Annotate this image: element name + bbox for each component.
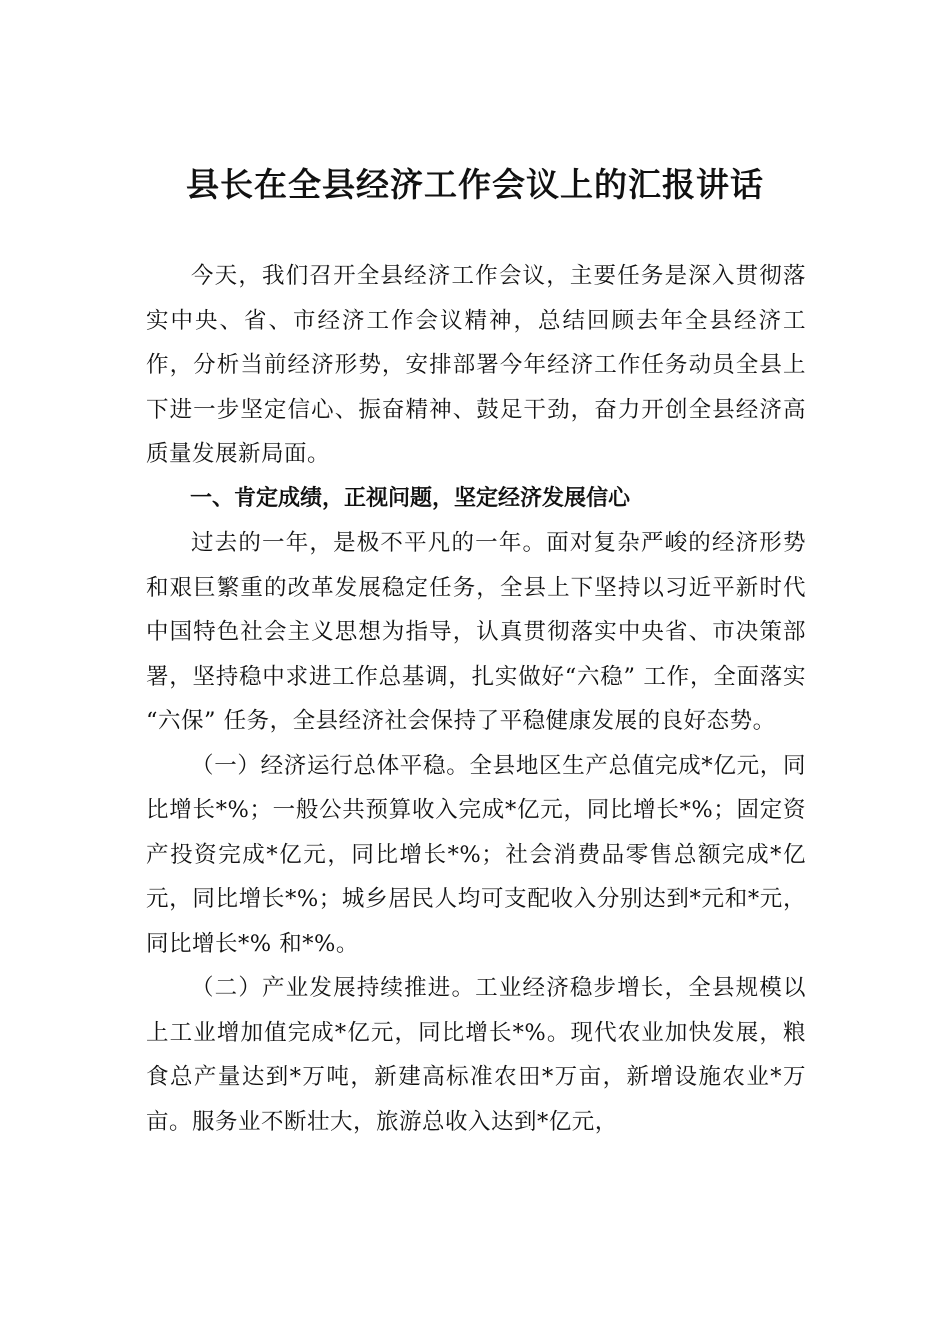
item-2-paragraph — [146, 966, 806, 1144]
item-2-label: （二）产业发展持续推进。 — [191, 975, 476, 1001]
item-1-label: （一）经济运行总体平稳。 — [191, 752, 470, 779]
section-1-paragraph: 过去的一年，是极不平凡的一年。面对复杂严峻的经济形势和艰巨繁重的改革发展稳定任务，全县上下坚持以习近平新时代中国特色社会主义思想为指导，认真贯彻落实中央省、市决策部署，坚持稳中求进工作总基调，扎实做好“六稳” 工作，全面落实 “六保” 任务，全县经济社会保持了平稳健康发展的良好态势。 — [146, 530, 806, 734]
document-body — [146, 254, 806, 1144]
item-1-text: 全县地区生产总值完成*亿元，同比增长*%；一般公共预算收入完成*亿元，同比增长*%；固定资产投资完成*亿元，同比增长*%；社会消费品零售总额完成*亿元，同比增长*%；城乡居民人均可支配收入分别达到*元和*元，同比增长*% 和*%。 — [146, 752, 806, 957]
section-heading-1: 一、肯定成绩，正视问题，坚定经济发展信心 — [190, 485, 631, 511]
item-1-paragraph — [146, 744, 806, 967]
document-title: 县长在全县经济工作会议上的汇报讲话 — [186, 165, 764, 204]
intro-paragraph: 今天，我们召开全县经济工作会议，主要任务是深入贯彻落实中央、省、市经济工作会议精神，总结回顾去年全县经济工作，分析当前经济形势，安排部署今年经济工作任务动员全县上下进一步坚定信心、振奋精神、鼓足干劲，奋力开创全县经济高质量发展新局面。 — [146, 263, 806, 467]
item-2-text: 工业经济稳步增长，全县规模以上工业增加值完成*亿元，同比增长*%。现代农业加快发展，粮食总产量达到*万吨，新建高标准农田*万亩，新增设施农业*万亩。服务业不断壮大，旅游总收入达到*亿元， — [146, 975, 806, 1135]
